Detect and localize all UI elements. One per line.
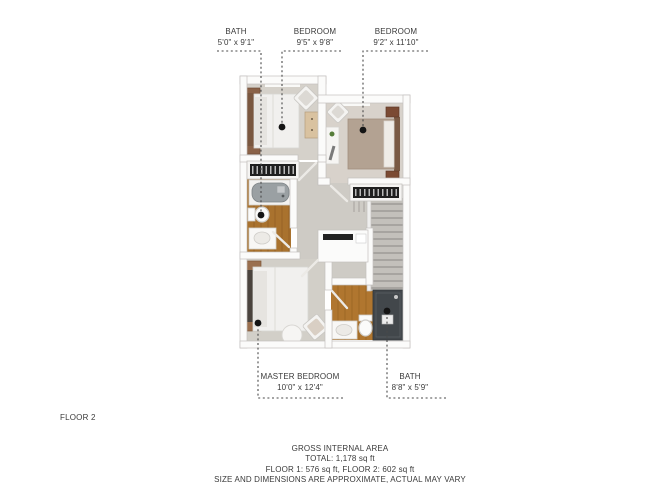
wardrobe-bath1 xyxy=(247,161,299,179)
room-dimensions: 5'0" x 9'1" xyxy=(217,38,255,47)
nightstand xyxy=(386,107,399,117)
disclaimer: SIZE AND DIMENSIONS ARE APPROXIMATE, ACTUAL MAY VARY xyxy=(214,474,466,484)
light-bar xyxy=(340,103,370,106)
room-label-bath-bottom xyxy=(365,371,455,393)
shower xyxy=(373,290,403,340)
room-label-master xyxy=(245,371,355,393)
room-dimensions: 9'2" x 11'10" xyxy=(373,38,419,47)
room-label-bedroom-mid xyxy=(275,26,355,48)
room-name: MASTER BEDROOM xyxy=(260,372,340,381)
room-label-bedroom-right xyxy=(356,26,436,48)
room-name: BATH xyxy=(225,27,247,36)
room-dimensions: 8'8" x 5'9" xyxy=(391,383,429,392)
bed xyxy=(247,93,299,148)
sink-vanity xyxy=(332,321,357,339)
room-label-bath-top xyxy=(196,26,276,48)
floor-areas: FLOOR 1: 576 sq ft, FLOOR 2: 602 sq ft xyxy=(265,464,415,474)
toilet xyxy=(359,315,372,336)
total-area: TOTAL: 1,178 sq ft xyxy=(305,454,375,464)
room-name: BATH xyxy=(399,372,421,381)
bathtub xyxy=(249,180,292,205)
room-dimensions: 9'5" x 9'8" xyxy=(296,38,334,47)
room-name: BEDROOM xyxy=(374,27,418,36)
wardrobe-bedroom2 xyxy=(350,184,402,201)
sink-vanity xyxy=(249,228,276,249)
gross-area-title: GROSS INTERNAL AREA xyxy=(291,444,389,453)
dresser xyxy=(305,112,319,138)
desk xyxy=(325,127,339,164)
hall-closet xyxy=(318,230,368,262)
area-summary xyxy=(140,444,540,485)
room-name: BEDROOM xyxy=(293,27,337,36)
room-dimensions: 10'0" x 12'4" xyxy=(277,383,323,392)
floor-number-label: FLOOR 2 xyxy=(60,413,96,422)
bed xyxy=(348,117,400,171)
